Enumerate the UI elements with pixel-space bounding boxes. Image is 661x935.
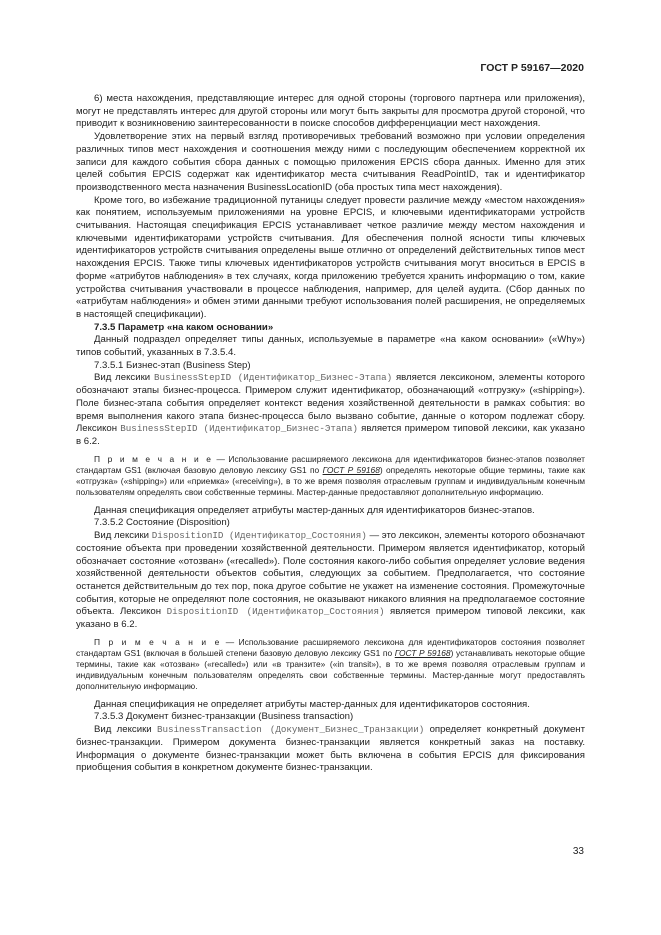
paragraph-master-data-steps: Данная спецификация определяет атрибуты мастер-данных для идентификаторов бизнес-этапов.	[94, 504, 535, 516]
paragraph-requirements: Удовлетворение этих на первый взгляд противоречивых требований возможно при условии определения различных типов мест нахождения и соотношения между ними с последующим обеспечением корректной их записи для каждого события сбора данных с помощью приложения EPCIS сбора данных. Именно для этих целей события EPCIS содержат как идентификатор места считывания ReadPointID, так и идентификатор производственного места назначения BusinessLocationID (оба простых типа мест нахождения).	[76, 131, 585, 193]
standard-link[interactable]: ГОСТ Р 59168	[322, 464, 380, 475]
standard-link[interactable]: ГОСТ Р 59168	[394, 647, 451, 658]
page-number: 33	[572, 846, 584, 857]
text-run: является примером типовой лексики, как указано в 6.2.	[76, 423, 585, 447]
section-heading-7-3-5-3: 7.3.5.3 Документ бизнес-транзакции (Business transaction)	[94, 711, 354, 723]
text-run: Вид лексики	[94, 530, 152, 542]
paragraph-disposition	[76, 530, 585, 632]
code-disposition-id: DispositionID (Идентификатор_Состояния)	[151, 530, 367, 542]
text-run: ) определять некоторые общие термины, такие как «отгрузка» («shipping») или «приемка» («receiving»), в то же время позволяя отраслевым группам и индивидуальным конечным пользователям определять свои собственные термины. Мастер-данные предоставляют дополнительную информацию.	[76, 464, 585, 497]
note-business-step	[76, 454, 585, 498]
note-disposition	[76, 637, 585, 692]
document-body	[76, 93, 585, 775]
code-business-step-id: BusinessStepID (Идентификатор_Бизнес-Этапа)	[120, 423, 358, 435]
note-label: П р и м е ч а н и е	[94, 453, 213, 464]
code-business-step-id: BusinessStepID (Идентификатор_Бизнес-Этапа)	[153, 372, 393, 384]
text-run: Вид лексики	[94, 372, 154, 384]
section-heading-7-3-5-2: 7.3.5.2 Состояние (Disposition)	[94, 517, 230, 529]
paragraph-locations-6: 6) места нахождения, представляющие интерес для одной стороны (торгового партнера или приложения), могут не представлять интерес для другой стороны или могут быть закрыты для просмотра другой стороной, что приводит к возникновению заинтересованности в поиске способов дифференциации мест нахождения.	[76, 93, 585, 130]
text-run: ) устанавливать некоторые общие термины, такие как «отозван» («recalled») или «в транзите» («in transit»), в то же время позволяя отраслевым группам и индивидуальным конечным пользователям определять свои собственные термины. Мастер-данные могут предоставлять дополнительную информацию.	[76, 647, 585, 691]
code-business-transaction: BusinessTransaction (Документ_Бизнес_Транзакции)	[156, 724, 425, 736]
section-heading-7-3-5: 7.3.5 Параметр «на каком основании»	[94, 321, 274, 333]
text-run: — Использование расширяемого лексикона для идентификаторов состояния позволяет стандартам GS1 (включая в большей степени базовую деловую лексику GS1 по	[76, 636, 585, 658]
text-run: является примером типовой лексики, как указано в 6.2.	[76, 606, 585, 631]
paragraph-confusion: Кроме того, во избежание традиционной путаницы следует провести различие между «местом нахождения» как понятием, используемым приложениями на уровне EPCIS, и ключевыми идентификаторами устройств считывания. Настоящая спецификация EPCIS устанавливает четкое различие между местом нахождения и ключевыми идентификаторами устройств считывания. Для обеспечения полной ясности типы ключевых идентификаторов устройств считывания определены выше отлично от определений действительных типов мест нахождения EPCIS. Также типы ключевых идентификаторов устройств считывания могут вноситься в EPCIS в форме «атрибутов наблюдения» в тех случаях, когда приложению требуется хранить информацию о том, какие устройства считывания участвовали в процессе наблюдения, например, для целей аудита. (Сбор данных по «атрибутам наблюдения» и обмен этими данными требуют использования полей расширения, не определяемых в настоящей спецификации).	[76, 194, 585, 320]
standard-header: ГОСТ Р 59167—2020	[480, 62, 584, 74]
paragraph-why: Данный подраздел определяет типы данных, используемые в параметре «на каком основании» («Why») типов событий, указанных в 7.3.5.4.	[76, 334, 585, 359]
paragraph-business-step	[76, 372, 585, 448]
text-run: является лексиконом, элементы которого обозначают этапы бизнес-процесса. Примером служит идентификатор, обозначающий «отгрузку» («shipping»). Поле бизнес-этапа события определяет контекст ведения хозяйственной деятельности в рамках события: во время выполнения какого этапа бизнес-процесса было вызвано событие, данные о котором подлежат сбору. Лексикон	[76, 372, 585, 435]
text-run: — Использование расширяемого лексикона для идентификаторов бизнес-этапов позволяет стандартам GS1 (включая базовую деловую лексику GS1 по	[76, 453, 585, 475]
note-label: П р и м е ч а н и е	[94, 636, 222, 647]
code-disposition-id: DispositionID (Идентификатор_Состояния)	[166, 606, 385, 618]
paragraph-business-transaction	[76, 724, 585, 775]
section-heading-7-3-5-1: 7.3.5.1 Бизнес-этап (Business Step)	[94, 359, 251, 371]
text-run: Вид лексики	[94, 724, 157, 736]
text-run: — это лексикон, элементы которого обозначают состояние объекта при проведении хозяйственной деятельности. Примером является идентификатор, который обозначает состояние «отозван» («recalled»). Поле состояния какого-либо события определяет условие ведения хозяйственной деятельности объектов события, следующих за событием. Предполагается, что состояние останется действительным до тех пор, пока другое событие не укажет на изменение состояния. Промежуточные события, которые не определяют поле состояния, не оказывают никакого влияния на предполагаемое состояние объекта. Лексикон	[76, 530, 585, 618]
text-run: определяет конкретный документ бизнес-транзакции. Примером документа бизнес-транзакции является конкретный заказ на поставку. Информация о документе бизнес-транзакции может быть включена в события EPCIS для фиксирования приобщения события в конкретном документе бизнес-транзакции.	[76, 724, 585, 774]
paragraph-master-data-disposition: Данная спецификация не определяет атрибуты мастер-данных для идентификаторов состояния.	[94, 698, 530, 710]
